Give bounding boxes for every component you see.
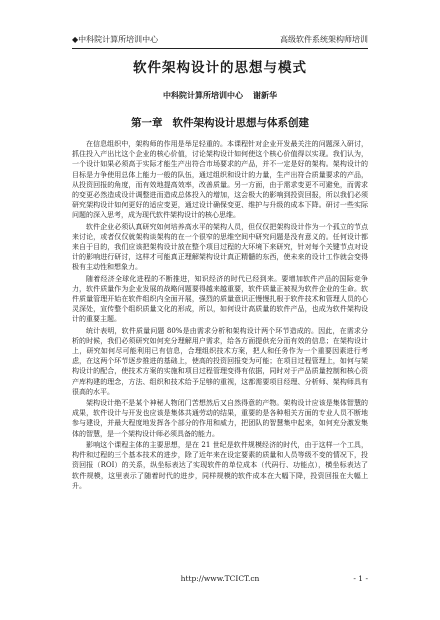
page-header bbox=[72, 34, 368, 49]
paragraph: 影响这个课程主体的主要思想，是在 21 世纪是软件规模经济的时代，由于这样一个工具，构件和过程的三个基本技术的进步，除了近年来在设定要素的质量和人员等级不变的情况下，投资回报（ROI）的关系，纵坐标表达了实现软件的单位成本（代码行、功能点），横坐标表达了软件规模，这里表示了随着时代的进步，同样规模的软件成本在大幅下降，投资回报在大幅上升。 bbox=[72, 440, 368, 490]
author-name: 谢新华 bbox=[253, 90, 277, 100]
header-course-title: 高级软件系统架构师培训 bbox=[280, 35, 368, 44]
paragraph: 架构设计绝不是某个神秘人物闭门苦想然后又自然得意的产物。架构设计应该是集体智慧的成果，软件设计与开发也应该是集体共通劳动的结果，重要的是各种相关方面的专业人员不断地参与建设，并最大程度地发挥各个部分的作用和威力，把团队的智慧集中起来，如何充分激发集体的智慧，是一个架构设计师必须具备的能力。 bbox=[72, 399, 368, 438]
header-organization: ◆中科院计算所培训中心 bbox=[72, 35, 159, 44]
body-text bbox=[72, 139, 368, 492]
paragraph: 统计表明，软件质量问题 80%是由需求分析和架构设计两个环节造成的。因此，在需求分析的时候，我们必须研究如何充分理解用户需求，给各方面提供充分而有效的信息；在架构设计上，研究如何尽可能利用已有信息，合理组织技术方案，把人和任务作为一个重要因素进行考虑，在这两个环节逐步推进的基础上，使高的投资回报变为可能；在项目过程管理上，如何与架构设计的配合，使技术方案的实施和项目过程管理变得有依据，同时对于产品质量控制和核心资产库构建的理念，方法、组织和技术给予足够的重视，这都需要项目经理、分析师、架构师具有很高的水平。 bbox=[72, 326, 368, 396]
chapter-number: 第一章 bbox=[131, 117, 163, 129]
paragraph: 随着经济全球化进程的不断推进，知识经济的时代已经到来。要增加软件产品的国际竞争力，软件质量作为企业发展的战略问题要得越来越重要，软件质量正被视为软件企业的生命。软件质量管理开始在软件组织内全面开展，强烈的质量意识正慢慢扎根于软件技术和管理人员的心灵深处，宣传整个组织质量文化的形成，所以，如何设计高质量的软件产品，也成为软件架构设计的重要主题。 bbox=[72, 274, 368, 324]
page-number: - 1 - bbox=[353, 574, 368, 583]
document-title: 软件架构设计的思想与模式 bbox=[133, 60, 307, 76]
page-footer bbox=[72, 574, 368, 586]
paragraph: 在信息组织中，架构师的作用是举足轻重的。本课程针对企业开发最关注的问题深入研讨，抓住投入产出比这个企业的核心价值，讨论架构设计如何使这个核心价值得以实现。我们认为，一个设计如果必须高于实际才能生产出符合市场要求的产品，并不一定是好的架构。架构设计的目标是力争使用总体上能力一般的队伍，通过组织和设计的力量，生产出符合质量要求的产品，从投资回报的角度，而有效地提高效率，改善质量。另一方面，由于需求变更不可避免，而需求的变更必然造成设计调整进而造成总体投入的增加，这会极大的影响到投资回报，所以我们必须研究架构设计如何更好的适应变更，通过设计确保变更、维护与升级的成本下降。研讨一些实际问题的深入思考，成为现代软件架构设计的核心思维。 bbox=[72, 140, 368, 220]
author-organization: 中科院计算所培训中心 bbox=[163, 90, 243, 100]
chapter-heading bbox=[0, 115, 440, 130]
footer-url: http://www.TCICT.cn bbox=[180, 574, 260, 583]
paragraph: 软件企业必须认真研究如何培养高水平的架构人员，但仅仅把架构设计作为一个孤立的节点来讨论，或者仅仅就架构谈架构的在一个很窄的思维空间中研究问题是没有意义的。任何设计都来自于目的，我们应该把架构设计放在整个项目过程的大环境下来研究，针对每个关键节点对设计的影响进行研讨，这样才可能真正理解架构设计真正精髓的东西，使未来的设计工作就会变得极有主动性和想象力。 bbox=[72, 222, 368, 272]
chapter-title: 软件架构设计思想与体系创建 bbox=[172, 117, 309, 129]
author-line bbox=[0, 90, 440, 101]
